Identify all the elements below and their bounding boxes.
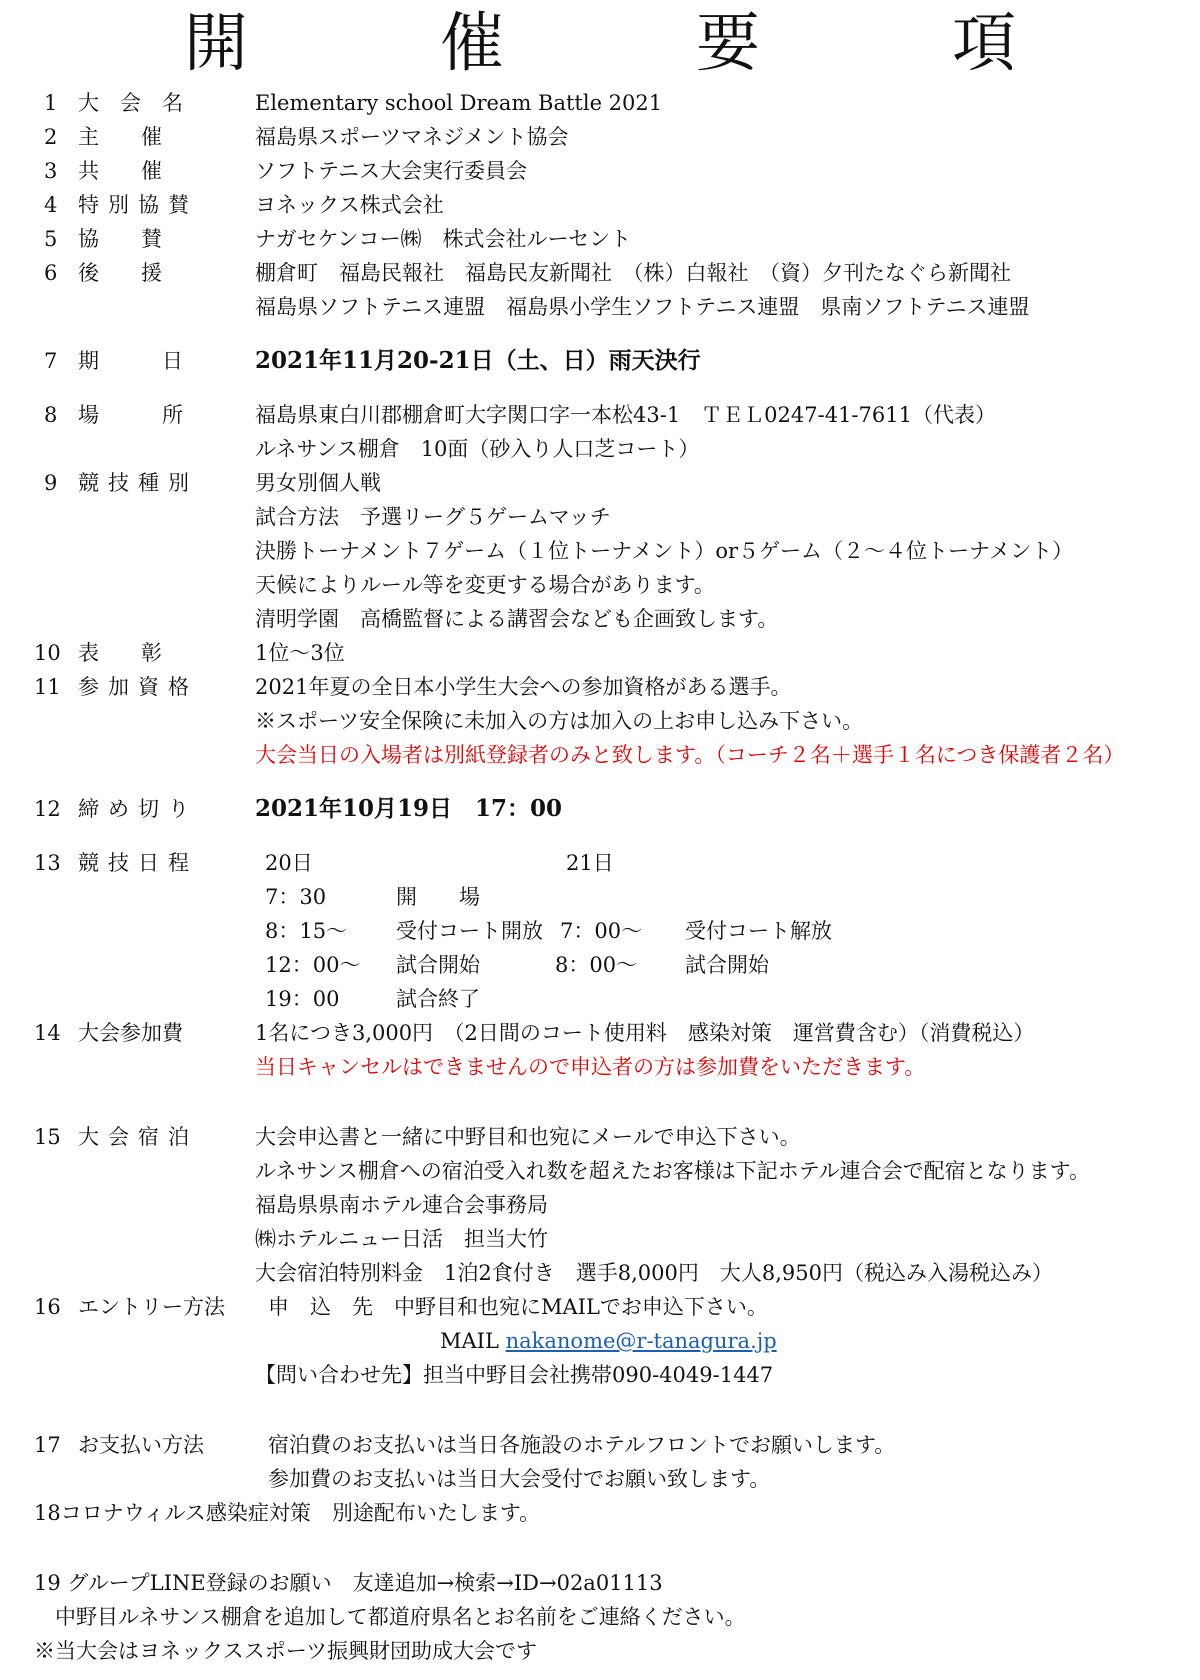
item-15-line	[0, 1154, 1200, 1188]
item-value: 【問い合わせ先】担当中野目会社携帯090-4049-1447	[255, 1363, 774, 1387]
item-value: 福島県スポーツマネジメント協会	[255, 125, 569, 149]
item-value: 福島県東白川郡棚倉町大字関口字一本松43-1 ＴＥＬ0247-41-7611（代表）	[255, 403, 996, 427]
item-19-line	[0, 1600, 1200, 1634]
item-14-notice	[0, 1050, 1200, 1084]
item-number: 1	[44, 91, 58, 115]
schedule-event: 受付コート解放	[685, 919, 832, 943]
item-label: 大 会 名	[78, 91, 183, 115]
item-label: 期 日	[78, 349, 183, 373]
item-number: 9	[44, 471, 58, 495]
item-label: 表 彰	[78, 641, 162, 665]
item-value: ヨネックス株式会社	[255, 193, 444, 217]
item-value: ルネサンス棚倉 10面（砂入り人口芝コート）	[255, 437, 700, 461]
item-number: 10	[34, 641, 61, 665]
schedule-day-2: 21日	[566, 851, 614, 875]
item-number: 16	[34, 1295, 61, 1319]
schedule-event: 開 場	[396, 885, 480, 909]
schedule-row	[0, 914, 1200, 948]
item-16-contact	[0, 1358, 1200, 1392]
item-value: ルネサンス棚倉への宿泊受入れ数を超えたお客様は下記ホテル連合会で配宿となります。	[255, 1159, 1090, 1183]
item-number: 7	[44, 349, 58, 373]
item-value: 申 込 先 中野目和也宛にMAILでお申込下さい。	[268, 1295, 768, 1319]
item-value: 1位～3位	[255, 641, 345, 665]
item-10-award	[0, 636, 1200, 670]
item-11-line	[0, 704, 1200, 738]
item-5-sponsor	[0, 222, 1200, 256]
item-1-event-name	[0, 86, 1200, 120]
schedule-row	[0, 948, 1200, 982]
schedule-time: 7：00～	[560, 919, 643, 943]
item-text: 18コロナウィルス感染症対策 別途配布いたします。	[34, 1501, 541, 1525]
item-value: 大会宿泊特別料金 1泊2食付き 選手8,000円 大人8,950円（税込み入湯税込み）	[255, 1261, 1053, 1285]
item-number: 3	[44, 159, 58, 183]
item-6-support-cont	[0, 290, 1200, 324]
item-value: 福島県県南ホテル連合会事務局	[255, 1193, 548, 1217]
item-label: 競技種別	[78, 471, 198, 495]
item-number: 13	[34, 851, 61, 875]
mail-label: MAIL nakanome@r-tanagura.jp	[440, 1329, 777, 1353]
item-13-schedule	[0, 846, 1200, 880]
item-label: 大会参加費	[78, 1021, 183, 1045]
item-number: 6	[44, 261, 58, 285]
schedule-event: 試合開始	[685, 953, 769, 977]
item-value: ㈱ホテルニュー日活 担当大竹	[255, 1227, 548, 1251]
item-label: 後 援	[78, 261, 162, 285]
item-16-mail	[0, 1324, 1200, 1358]
item-number: 11	[34, 675, 61, 699]
item-value: 大会申込書と一緒に中野目和也宛にメールで申込下さい。	[255, 1125, 801, 1149]
item-9-category	[0, 466, 1200, 500]
item-number: 8	[44, 403, 58, 427]
item-19-line-group	[0, 1566, 1200, 1600]
item-14-fee	[0, 1016, 1200, 1050]
schedule-time: 8：15～	[265, 919, 348, 943]
page-title: 開 催 要 項	[184, 7, 1080, 81]
item-value: 参加費のお支払いは当日大会受付でお願い致します。	[268, 1467, 771, 1491]
schedule-row	[0, 880, 1200, 914]
item-value: 決勝トーナメント７ゲーム（１位トーナメント）or５ゲーム（２～４位トーナメント）	[255, 539, 1074, 563]
item-label: 協 賛	[78, 227, 162, 251]
item-2-organizer	[0, 120, 1200, 154]
item-value: 天候によりルール等を変更する場合があります。	[255, 573, 715, 597]
item-label: 参加資格	[78, 675, 198, 699]
item-value: 2021年11月20-21日（土、日）雨天決行	[255, 347, 701, 374]
item-value: 大会当日の入場者は別紙登録者のみと致します。（コーチ２名＋選手１名につき保護者２名）	[255, 743, 1125, 767]
item-11-notice	[0, 738, 1200, 772]
item-value: 2021年10月19日 17：00	[255, 795, 563, 822]
item-17-payment	[0, 1428, 1200, 1462]
item-9-line	[0, 568, 1200, 602]
item-value: ナガセケンコー㈱ 株式会社ルーセント	[255, 227, 632, 251]
schedule-day-1: 20日	[265, 851, 313, 875]
item-label: 競技日程	[78, 851, 198, 875]
item-value: 1名につき3,000円 （2日間のコート使用料 感染対策 運営費含む）（消費税込）	[255, 1021, 1035, 1045]
item-value: 男女別個人戦	[255, 471, 381, 495]
item-3-co-organizer	[0, 154, 1200, 188]
item-number: 4	[44, 193, 58, 217]
item-9-line	[0, 534, 1200, 568]
item-value: 当日キャンセルはできませんので申込者の方は参加費をいただきます。	[255, 1055, 926, 1079]
item-8-venue	[0, 398, 1200, 432]
item-value: 棚倉町 福島民報社 福島民友新聞社 （株）白報社 （資）夕刊たなぐら新聞社	[255, 261, 1011, 285]
schedule-time: 19：00	[265, 987, 340, 1011]
item-label: 締め切り	[78, 797, 198, 821]
item-number: 2	[44, 125, 58, 149]
item-9-line	[0, 500, 1200, 534]
item-15-line	[0, 1256, 1200, 1290]
item-label: 主 催	[78, 125, 162, 149]
schedule-time: 7：30	[265, 885, 327, 909]
item-text: 中野目ルネサンス棚倉を追加して都道府県名とお名前をご連絡ください。	[34, 1605, 746, 1629]
item-16-entry	[0, 1290, 1200, 1324]
item-7-date	[0, 344, 1200, 378]
item-text: ※当大会はヨネックススポーツ振興財団助成大会です	[34, 1639, 537, 1663]
item-number: 5	[44, 227, 58, 251]
schedule-time: 8：00～	[555, 953, 638, 977]
schedule-row	[0, 982, 1200, 1016]
schedule-event: 試合開始	[396, 953, 480, 977]
schedule-time: 12：00～	[265, 953, 361, 977]
item-number: 12	[34, 797, 61, 821]
item-label: エントリー方法	[78, 1295, 225, 1319]
item-value: Elementary school Dream Battle 2021	[255, 91, 663, 115]
item-label: 特別協賛	[78, 193, 198, 217]
item-label: お支払い方法	[78, 1433, 204, 1457]
item-value: ※スポーツ安全保険に未加入の方は加入の上お申し込み下さい。	[255, 709, 864, 733]
item-18-covid	[0, 1496, 1200, 1530]
item-value: 福島県ソフトテニス連盟 福島県小学生ソフトテニス連盟 県南ソフトテニス連盟	[255, 295, 1030, 319]
item-15-line	[0, 1222, 1200, 1256]
item-11-eligibility	[0, 670, 1200, 704]
item-value: 宿泊費のお支払いは当日各施設のホテルフロントでお願いします。	[268, 1433, 896, 1457]
item-number: 15	[34, 1125, 61, 1149]
item-19-note	[0, 1634, 1200, 1668]
item-17-line	[0, 1462, 1200, 1496]
item-9-line	[0, 602, 1200, 636]
item-value: 試合方法 予選リーグ５ゲームマッチ	[255, 505, 611, 529]
item-value: ソフトテニス大会実行委員会	[255, 159, 528, 183]
schedule-event: 試合終了	[396, 987, 480, 1011]
item-label: 共 催	[78, 159, 162, 183]
item-8-venue-cont	[0, 432, 1200, 466]
item-15-line	[0, 1188, 1200, 1222]
item-text: 19 グループLINE登録のお願い 友達追加→検索→ID→02a01113	[34, 1571, 663, 1595]
item-label: 場 所	[78, 403, 183, 427]
item-12-deadline	[0, 792, 1200, 826]
item-15-lodging	[0, 1120, 1200, 1154]
item-value: 2021年夏の全日本小学生大会への参加資格がある選手。	[255, 675, 792, 699]
schedule-event: 受付コート開放	[396, 919, 543, 943]
item-value: 清明学園 高橋監督による講習会なども企画致します。	[255, 607, 779, 631]
item-4-special-sponsor	[0, 188, 1200, 222]
item-6-support	[0, 256, 1200, 290]
email-link[interactable]: nakanome@r-tanagura.jp	[505, 1329, 777, 1353]
item-number: 17	[34, 1433, 61, 1457]
item-label: 大会宿泊	[78, 1125, 198, 1149]
item-number: 14	[34, 1021, 61, 1045]
